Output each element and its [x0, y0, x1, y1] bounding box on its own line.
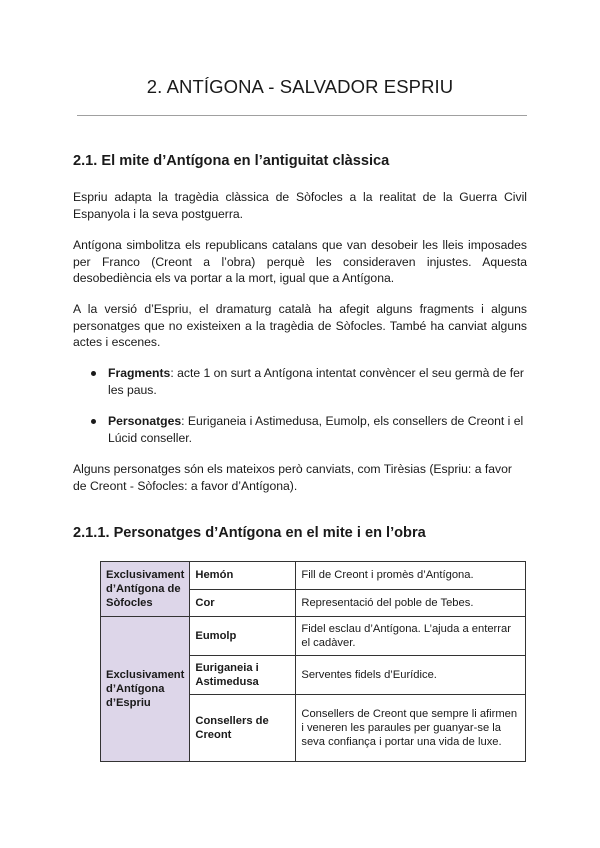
bullet-fragments — [91, 365, 527, 398]
bullet-personatges — [91, 413, 527, 446]
character-desc-cell: Serventes fidels d’Eurídice. — [296, 656, 526, 695]
character-name-cell: Euriganeia i Astimedusa — [190, 656, 296, 695]
paragraph-1: Espriu adapta la tragèdia clàssica de Sòfocles a la realitat de la Guerra Civil Espanyola i la seva postguerra. — [73, 190, 527, 221]
characters-table — [100, 561, 526, 762]
title-divider — [77, 115, 527, 116]
paragraph-4: Alguns personatges són els mateixos però canviats, com Tirèsias (Espriu: a favor de Creont - Sòfocles: a favor d’Antígona). — [73, 462, 512, 493]
character-desc-cell: Representació del poble de Tebes. — [296, 589, 526, 617]
subsection-heading: 2.1.1. Personatges d’Antígona en el mite i en l’obra — [73, 525, 426, 541]
bullet-text: : Euriganeia i Astimedusa, Eumolp, els consellers de Creont i el Lúcid conseller. — [108, 414, 524, 445]
bullet-dot-icon — [91, 419, 96, 424]
character-desc-cell: Fill de Creont i promès d’Antígona. — [296, 562, 526, 590]
category-cell: Exclusivament d’Antígona d’Espriu — [101, 617, 190, 762]
character-desc-cell: Fidel esclau d’Antígona. L’ajuda a enterrar el cadàver. — [296, 617, 526, 656]
bullet-text: : acte 1 on surt a Antígona intentat convèncer el seu germà de fer les paus. — [108, 366, 524, 397]
character-name-cell: Consellers de Creont — [190, 695, 296, 762]
character-desc-cell: Consellers de Creont que sempre li afirmen i veneren les paraules per guanyar-se la seva confiança i portar una vida de luxe. — [296, 695, 526, 762]
bullet-term: Personatges — [108, 414, 182, 428]
table-row — [101, 562, 526, 590]
bullet-term: Fragments — [108, 366, 171, 380]
character-name-cell: Eumolp — [190, 617, 296, 656]
section-heading: 2.1. El mite d’Antígona en l’antiguitat clàssica — [73, 153, 390, 169]
paragraph-3: A la versió d’Espriu, el dramaturg català ha afegit alguns fragments i alguns personatges que no existeixen a la tragèdia de Sòfocles. També ha canviat alguns actes i escenes. — [73, 302, 527, 349]
page-title: 2. ANTÍGONA - SALVADOR ESPRIU — [146, 76, 454, 97]
bullet-dot-icon — [91, 371, 96, 376]
category-cell: Exclusivament d’Antígona de Sòfocles — [101, 562, 190, 617]
character-name-cell: Hemón — [190, 562, 296, 590]
character-name-cell: Cor — [190, 589, 296, 617]
table-row — [101, 617, 526, 656]
paragraph-2: Antígona simbolitza els republicans catalans que van desobeir les lleis imposades per Franco (Creont a l’obra) perquè les consideraven injustes. Aquesta desobediència els va portar a la mort, igual que a Antígona. — [73, 238, 527, 285]
